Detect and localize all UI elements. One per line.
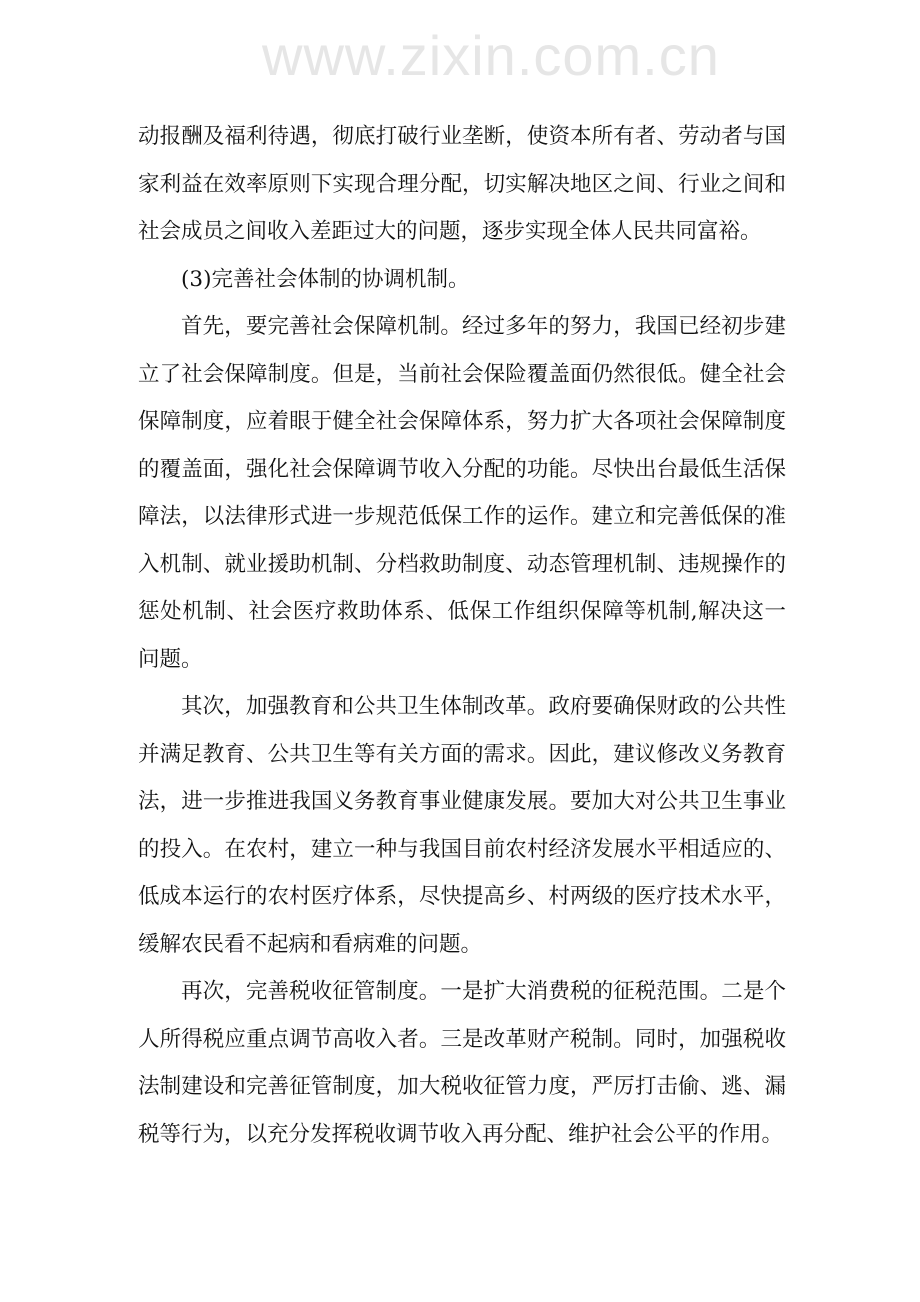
text-line: 保障制度，应着眼于健全社会保障体系，努力扩大各项社会保障制度 (138, 409, 786, 434)
text-line: 障法，以法律形式进一步规范低保工作的运作。建立和完善低保的准 (138, 504, 786, 529)
text-line: 人所得税应重点调节高收入者。三是改革财产税制。同时，加强税收 (138, 1026, 786, 1052)
text-line: 缓解农民看不起病和看病难的问题。 (138, 931, 483, 957)
text-line: 低成本运行的农村医疗体系，尽快提高乡、村两级的医疗技术水平， (138, 884, 786, 909)
text-line: 家利益在效率原则下实现合理分配，切实解决地区之间、行业之间和 (138, 171, 786, 197)
paragraph (138, 303, 786, 683)
text-line: 立了社会保障制度。但是，当前社会保险覆盖面仍然很低。健全社会 (138, 361, 786, 387)
text-line: 再次，完善税收征管制度。一是扩大消费税的征税范围。二是个 (181, 979, 786, 1004)
text-line: 法制建设和完善征管制度，加大税收征管力度，严厉打击偷、逃、漏 (138, 1074, 786, 1099)
text-line: 惩处机制、社会医疗救助体系、低保工作组织保障等机制,解决这一 (138, 599, 786, 624)
text-line: 的覆盖面，强化社会保障调节收入分配的功能。尽快出台最低生活保 (138, 456, 786, 482)
text-line: (3)完善社会体制的协调机制。 (181, 266, 470, 292)
paragraph (138, 256, 786, 304)
paragraph (138, 683, 786, 968)
text-line: 法，进一步推进我国义务教育事业健康发展。要加大对公共卫生事业 (138, 789, 786, 814)
paragraph (138, 113, 786, 256)
text-line: 其次，加强教育和公共卫生体制改革。政府要确保财政的公共性 (181, 694, 786, 719)
text-line: 的投入。在农村，建立一种与我国目前农村经济发展水平相适应的、 (138, 836, 786, 862)
text-line: 并满足教育、公共卫生等有关方面的需求。因此，建议修改义务教育 (138, 741, 786, 767)
document-body (138, 113, 786, 1158)
text-line: 税等行为，以充分发挥税收调节收入再分配、维护社会公平的作用。 (138, 1121, 784, 1147)
text-line: 问题。 (138, 646, 203, 672)
text-line: 动报酬及福利待遇，彻底打破行业垄断，使资本所有者、劳动者与国 (138, 124, 786, 149)
text-line: 首先，要完善社会保障机制。经过多年的努力，我国已经初步建 (181, 314, 786, 339)
watermark: www.zixin.com.cn (262, 24, 720, 87)
paragraph (138, 968, 786, 1158)
text-line: 入机制、就业援助机制、分档救助制度、动态管理机制、违规操作的 (138, 551, 786, 577)
text-line: 社会成员之间收入差距过大的问题，逐步实现全体人民共同富裕。 (138, 219, 762, 244)
